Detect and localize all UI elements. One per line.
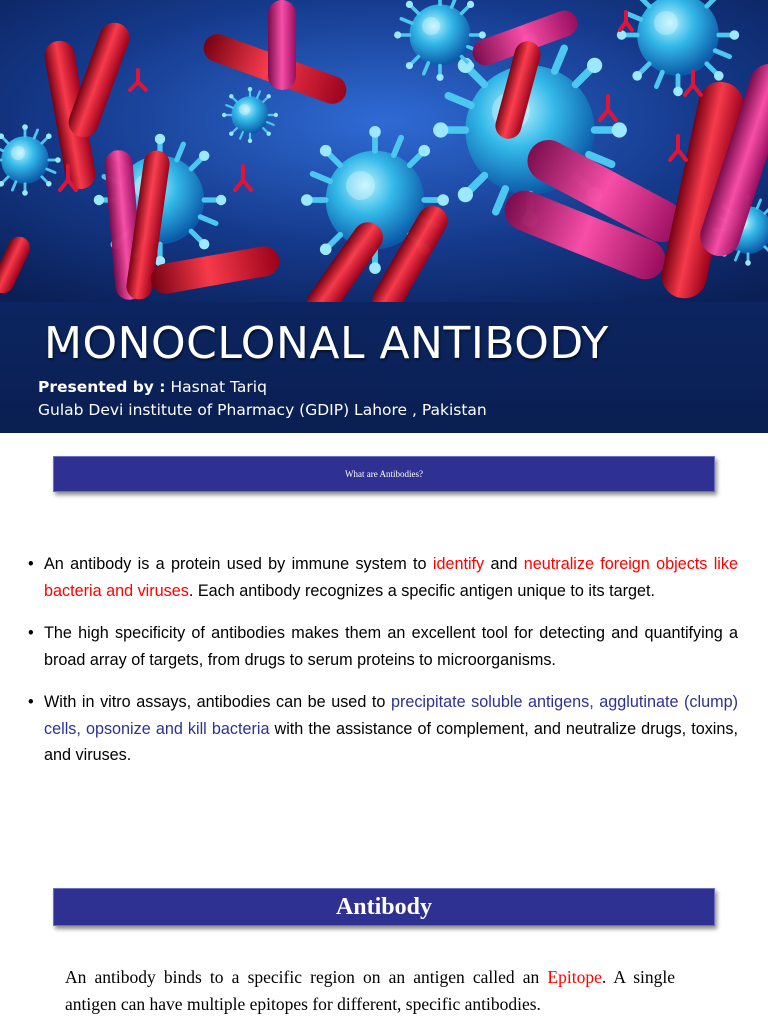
- section-heading-what-are-antibodies: What are Antibodies?: [53, 456, 715, 492]
- bullet-item-1: [28, 551, 738, 604]
- presenter-name: Hasnat Tariq: [170, 378, 267, 396]
- bullet-1-highlight-1: identify: [432, 555, 485, 573]
- paragraph-text-1: An antibody binds to a specific region on an antigen called an: [65, 967, 548, 987]
- bullet-3-text-2: with the assistance of complement, and neutralize drugs, toxins, and viruses.: [44, 719, 738, 764]
- bullet-3-highlight-1: precipitate soluble antigens, agglutinate (clump) cells, opsonize and kill bacteria: [44, 693, 739, 738]
- bullet-3-text-1: With in vitro assays, antibodies can be used to: [44, 693, 391, 711]
- paragraph-text-2: . A single antigen can have multiple epitopes for different, specific antibodies.: [65, 967, 675, 1014]
- bullet-2-text-1: The high specificity of antibodies makes them an excellent tool for detecting and quantifying a broad array of targets, from drugs to serum proteins to microorganisms.: [44, 624, 738, 669]
- bullet-item-2: [28, 620, 738, 673]
- bullet-1-text-3: . Each antibody recognizes a specific antigen unique to its target.: [188, 581, 656, 600]
- presenter-line: [38, 376, 267, 398]
- paragraph-highlight-epitope: Epitope: [547, 967, 602, 987]
- institute-line: Gulab Devi institute of Pharmacy (GDIP) Lahore , Pakistan: [38, 401, 487, 419]
- page-title: MONOCLONAL ANTIBODY: [44, 318, 609, 369]
- hero-image: [0, 0, 768, 302]
- bullet-1-text-2: and: [484, 555, 524, 573]
- bullet-item-3: [28, 689, 738, 769]
- title-band: [0, 302, 768, 433]
- presenter-label: Presented by :: [38, 378, 166, 396]
- section-heading-antibody: Antibody: [53, 888, 715, 926]
- bullet-1-text-1: An antibody is a protein used by immune system to: [44, 555, 433, 573]
- bullet-list: [28, 551, 738, 785]
- bullet-1-highlight-2: neutralize foreign objects like bacteria and viruses: [44, 555, 738, 600]
- antibody-paragraph: [65, 964, 675, 1018]
- antibody-virus-illustration: [0, 0, 768, 302]
